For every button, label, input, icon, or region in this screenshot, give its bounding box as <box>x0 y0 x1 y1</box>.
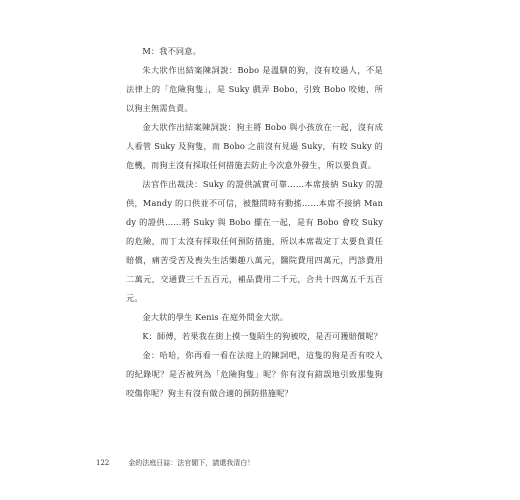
paragraph-judgment: 法官作出裁決：Suky 的證供誠實可靠……本席接納 Suky 的證供，Mandy 的口供並不可信，被盤問時有動搖……本席不接納 Mandy 的證供……將 Suky 與 Bobo 擺在一起，是有 Bobo 會咬 Suky 的危險，而丁太沒有採取任何預防措施，所以本席裁定丁太要負責任賠償，痛苦受苦及喪失生活樂趣八萬元，醫院費用四萬元，門診費用二萬元，交通費三千五百元，補品費用二千元，合共十四萬五千五百元。 <box>126 179 383 303</box>
paragraph-kam-closing: 金大狀作出結案陳詞說：狗主將 Bobo 與小孩放在一起，沒有成人看管 Suky 及狗隻，而 Bobo 之前沒有見過 Suky，有咬 Suky 的危機，而狗主沒有採取任何措施去防止今次意外發生，所以要負責。 <box>126 122 383 170</box>
page-body <box>126 42 383 403</box>
page-number: 122 <box>96 459 110 467</box>
paragraph-m-reply: M：我不同意。 <box>142 46 201 56</box>
page-footer <box>96 458 254 468</box>
running-title: 金的法庭日誌：法官閣下，請還我清白！ <box>128 459 255 467</box>
paragraph-kam-answer: 金：哈哈，你再看一看在法庭上的陳詞吧，這隻的狗是否有咬人的紀錄呢？是否被列為「危險狗隻」呢？你有沒有錯誤地引致那隻狗咬傷你呢？狗主有沒有做合適的預防措施呢？ <box>126 350 383 398</box>
paragraph-k-question: K：師傅，若果我在街上摸一隻陌生的狗被咬，是否可獲賠償呢？ <box>142 331 383 341</box>
paragraph-chu-closing: 朱大狀作出結案陳詞說：Bobo 是溫馴的狗，沒有咬過人，不是法律上的「危險狗隻」，是 Suky 戲弄 Bobo，引致 Bobo 咬她，所以狗主無需負責。 <box>126 65 383 113</box>
paragraph-kenis-asks: 金大狀的學生 Kenis 在庭外問金大狀。 <box>142 312 289 322</box>
